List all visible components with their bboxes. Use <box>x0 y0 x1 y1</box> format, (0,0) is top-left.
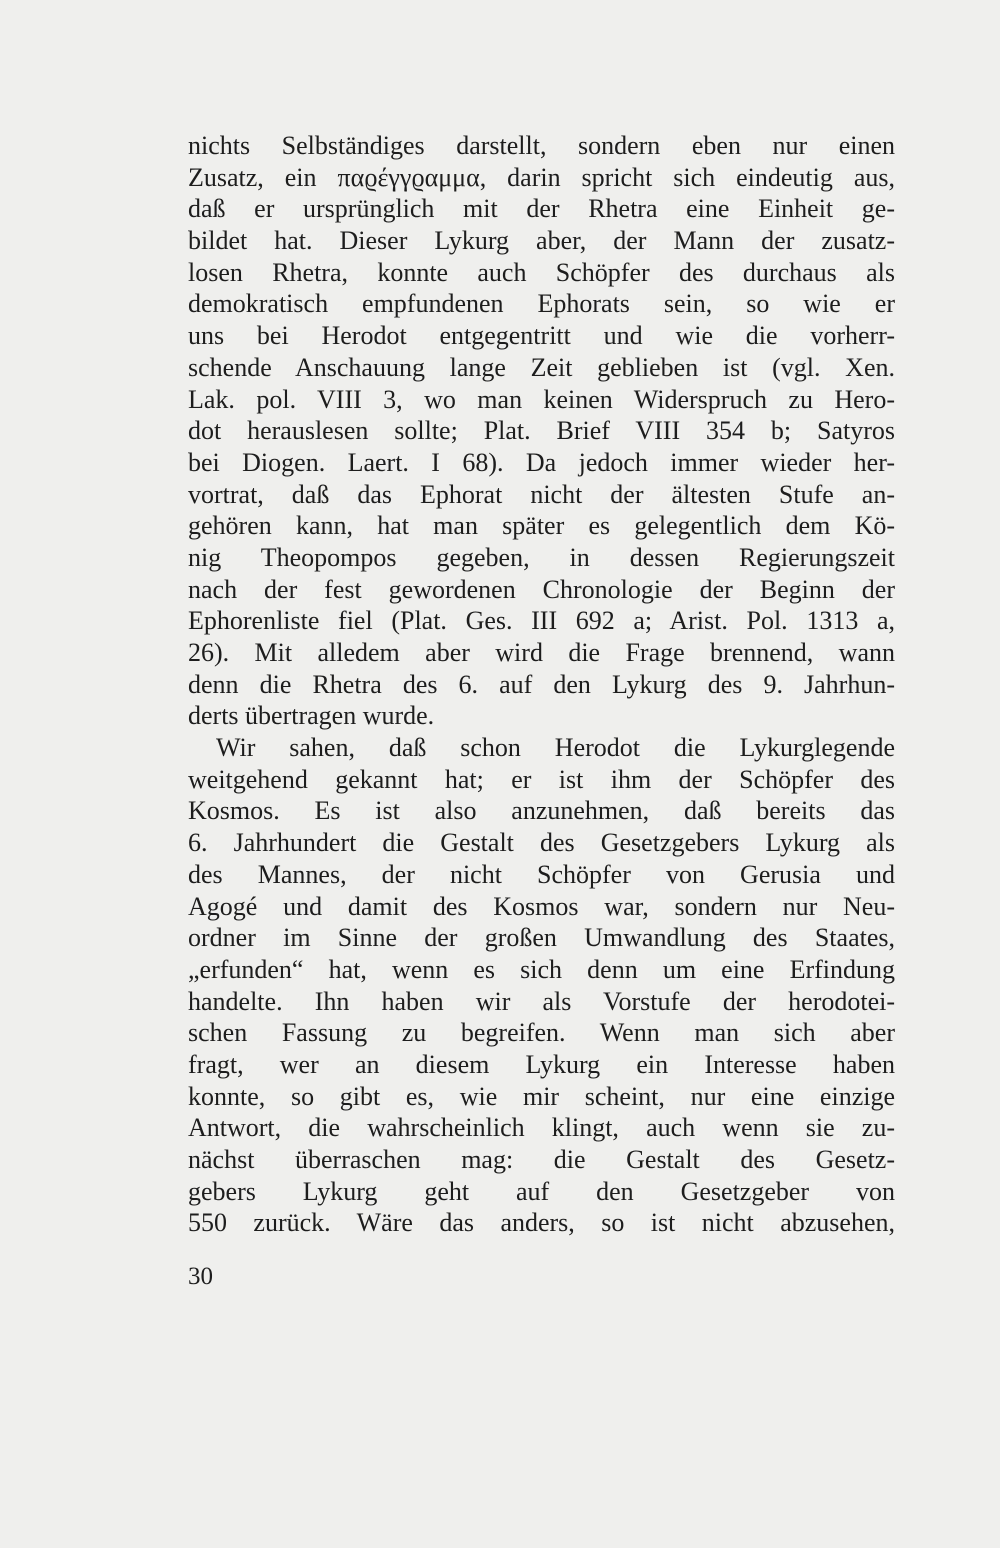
text-line: weitgehend gekannt hat; er ist ihm der Schöpfer des <box>188 764 895 794</box>
text-line: vortrat, daß das Ephorat nicht der ältesten Stufe an- <box>188 479 895 509</box>
text-line: schende Anschauung lange Zeit geblieben ist (vgl. Xen. <box>188 352 895 382</box>
text-line: nächst überraschen mag: die Gestalt des Gesetz- <box>188 1145 895 1174</box>
text-line: 6. Jahrhundert die Gestalt des Gesetzgebers Lykurg als <box>188 828 895 858</box>
text-line: des Mannes, der nicht Schöpfer von Gerusia und <box>188 859 895 889</box>
text-line: konnte, so gibt es, wie mir scheint, nur eine einzige <box>188 1081 895 1111</box>
text-line: gebers Lykurg geht auf den Gesetzgeber von <box>188 1176 895 1206</box>
text-line: nach der fest gewordenen Chronologie der Beginn der <box>188 574 895 604</box>
text-line: uns bei Herodot entgegentritt und wie die vorherr- <box>188 321 895 351</box>
text-line: handelte. Ihn haben wir als Vorstufe der herodotei- <box>188 986 895 1016</box>
paragraph-start-line: Wir sahen, daß schon Herodot die Lykurglegende <box>216 733 895 763</box>
text-line: gehören kann, hat man später es gelegentlich dem Kö- <box>188 511 895 541</box>
text-line: Zusatz, ein παϱέγγϱαμμα, darin spricht sich eindeutig aus, <box>188 162 895 192</box>
text-line: Kosmos. Es ist also anzunehmen, daß bereits das <box>188 796 895 826</box>
text-line: ordner im Sinne der großen Umwandlung des Staates, <box>188 923 895 953</box>
text-line: nig Theopompos gegeben, in dessen Regierungszeit <box>188 542 895 572</box>
text-line: bei Diogen. Laert. I 68). Da jedoch immer wieder her- <box>188 447 895 477</box>
text-line: daß er ursprünglich mit der Rhetra eine Einheit ge- <box>188 194 895 224</box>
text-line: Agogé und damit des Kosmos war, sondern nur Neu- <box>188 891 895 921</box>
text-line: Antwort, die wahrscheinlich klingt, auch wenn sie zu- <box>188 1113 895 1143</box>
text-line: demokratisch empfundenen Ephorats sein, so wie er <box>188 289 895 319</box>
text-line: Lak. pol. VIII 3, wo man keinen Widerspruch zu Hero- <box>188 384 895 414</box>
text-line: „erfunden“ hat, wenn es sich denn um eine Erfindung <box>188 954 895 984</box>
text-line: bildet hat. Dieser Lykurg aber, der Mann der zusatz- <box>188 226 895 256</box>
text-line: Ephorenliste fiel (Plat. Ges. III 692 a; Arist. Pol. 1313 a, <box>188 606 895 636</box>
text-line: dot herauslesen sollte; Plat. Brief VIII 354 b; Satyros <box>188 416 895 446</box>
text-line: losen Rhetra, konnte auch Schöpfer des durchaus als <box>188 257 895 287</box>
paragraph-end-line: derts übertragen wurde. <box>188 701 435 731</box>
text-line: fragt, wer an diesem Lykurg ein Interesse haben <box>188 1049 895 1079</box>
text-line: 26). Mit alledem aber wird die Frage brennend, wann <box>188 638 895 667</box>
page-number: 30 <box>188 1263 213 1290</box>
text-line: 550 zurück. Wäre das anders, so ist nicht abzusehen, <box>188 1208 895 1238</box>
text-line: nichts Selbständiges darstellt, sondern eben nur einen <box>188 131 895 160</box>
text-line: denn die Rhetra des 6. auf den Lykurg des 9. Jahrhun- <box>188 669 895 699</box>
body-text <box>188 130 895 1239</box>
text-line: schen Fassung zu begreifen. Wenn man sich aber <box>188 1018 895 1048</box>
